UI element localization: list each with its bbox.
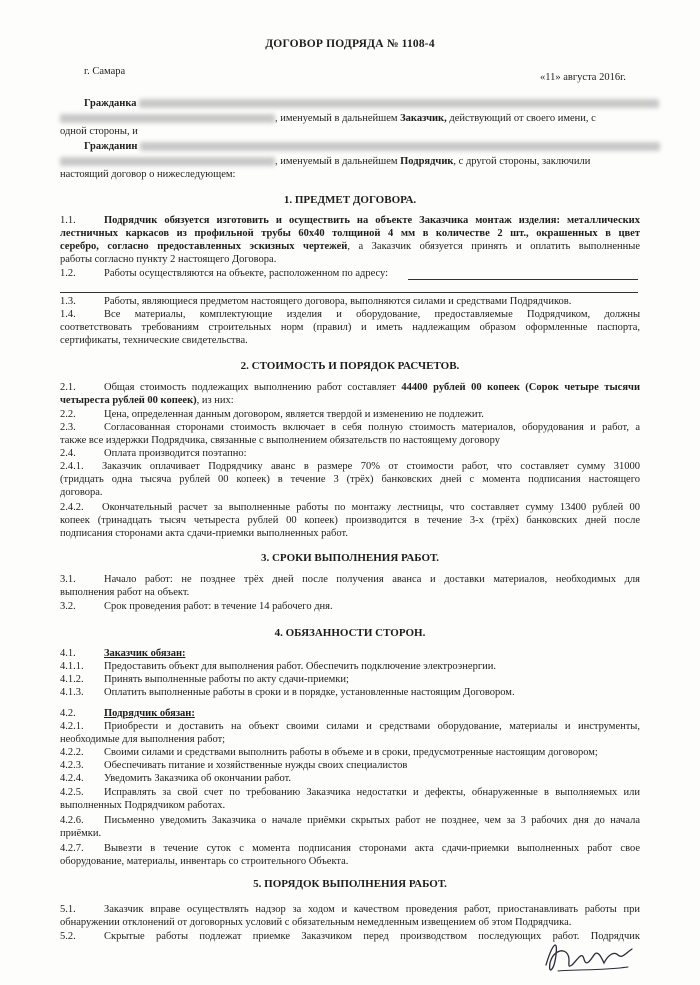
clause-5-2-line-1: 5.2. Скрытые работы подлежат приемке Заказчиком перед производством последующих работ. Подрядчик	[60, 931, 640, 942]
clause-4-2-5-line-1: 4.2.5. Исправлять за свой счет по требованию Заказчика недостатки и дефекты, обнаруженные в выполняемых или	[60, 787, 640, 798]
clause-1-3: 1.3. Работы, являющиеся предметом настоящего договора, выполняются силами и средствами Подрядчиков.	[60, 296, 572, 307]
clause-5-1-line-2: обнаружении отклонений от договорных условий с обязательным немедленным извещением об этом Подрядчика.	[60, 917, 572, 928]
clause-1-4-line-2: соответствовать требованиям строительных норм (правил) и иметь надлежащим образом оформленные паспорта,	[60, 322, 640, 333]
address-blank-line-2	[60, 292, 638, 293]
redacted-name-2	[140, 142, 660, 151]
clause-1-1-line-1: 1.1. Подрядчик обязуется изготовить и осуществить на объекте Заказчика монтаж изделия: металлических	[60, 215, 640, 226]
clause-3-1-line-1: 3.1. Начало работ: не позднее трёх дней после получения аванса и доставки материалов, необходимых для	[60, 574, 640, 585]
clause-4-1-3: 4.1.3. Оплатить выполненные работы в сроки и в порядке, установленные настоящим Договором.	[60, 687, 515, 698]
section-5-heading: 5. ПОРЯДОК ВЫПОЛНЕНИЯ РАБОТ.	[253, 878, 447, 890]
clause-5-1-line-1: 5.1. Заказчик вправе осуществлять надзор за ходом и качеством проведения работ, приостанавливать работы при	[60, 904, 640, 915]
clause-2-4: 2.4. Оплата производится поэтапно:	[60, 448, 247, 459]
party-1-line-1	[84, 98, 659, 110]
clause-4-2-3: 4.2.3. Обеспечивать питание и хозяйственные нужды своих специалистов	[60, 760, 408, 771]
city: г. Самара	[84, 66, 126, 77]
clause-4-2-2: 4.2.2. Своими силами и средствами выполнить работы в объеме и в сроки, предусмотренные настоящим договором;	[60, 747, 598, 758]
clause-1-4-line-1: 1.4. Все материалы, комплектующие изделия и оборудование, предоставляемые Подрядчиком, должны	[60, 309, 640, 320]
clause-1-1-line-2: лестничных каркасов из профильной трубы 60x40 толщиной 4 мм в количестве 2 шт., окрашенных в цвет	[60, 228, 640, 239]
clause-4-2-6-line-2: приёмки.	[60, 828, 102, 839]
clause-1-1-line-3: серебро, согласно предоставленных эскизных чертежей, а Заказчик обязуется принять и оплатить выполненные	[60, 241, 641, 252]
clause-2-4-2-line-3: подписания сторонами акта сдачи-приемки выполненных работ.	[60, 528, 348, 539]
clause-3-2: 3.2. Срок проведения работ: в течение 14 рабочего дня.	[60, 601, 333, 612]
clause-4-2-5-line-2: выполненных Подрядчиком работах.	[60, 800, 226, 811]
clause-2-4-1-line-2: (тридцать одна тысяча рублей 00 копеек) в течение 3 (трёх) банковских дней с момента подписания настоящего	[60, 474, 640, 485]
party-2-label: Гражданин	[84, 141, 138, 152]
clause-1-1-line-4: работы согласно пункту 2 настоящего Договора.	[60, 254, 277, 265]
clause-4-1-2: 4.1.2. Принять выполненные работы по акту сдачи-приемки;	[60, 674, 349, 685]
party-2-line-2: , именуемый в дальнейшем Подрядчик, с другой стороны, заключили	[60, 156, 590, 168]
clause-1-4-line-3: сертификаты, технические свидетельства.	[60, 335, 248, 346]
clause-4-2-7-line-1: 4.2.7. Вывезти в течение суток с момента подписания сторонами акта сдачи-приемки выполненных работ свое	[60, 843, 640, 854]
signature-mark	[538, 925, 638, 980]
party-2-line-1	[84, 141, 660, 153]
clause-4-1-1: 4.1.1. Предоставить объект для выполнения работ. Обеспечить подключение электроэнергии.	[60, 661, 497, 672]
redacted-name-1	[139, 99, 659, 108]
party-1-line-2: , именуемый в дальнейшем Заказчик, действующий от своего имени, с	[60, 113, 596, 125]
address-blank-line	[408, 279, 638, 280]
clause-4-2-heading: 4.2. Подрядчик обязан:	[60, 708, 195, 719]
party-1-label: Гражданка	[84, 98, 137, 109]
clause-2-3-line-2: также все издержки Подрядчика, связанные с выполнением обязательств по настоящему договору	[60, 435, 500, 446]
clause-4-2-1-line-1: 4.2.1. Приобрести и доставить на объект своими силами и средствами оборудование, материалы и инструменты,	[60, 721, 640, 732]
clause-2-4-1-line-1: 2.4.1. Заказчик оплачивает Подрядчику аванс в размере 70% от стоимости работ, что составляет сумму 31000	[60, 461, 640, 472]
clause-4-2-4: 4.2.4. Уведомить Заказчика об окончании работ.	[60, 773, 292, 784]
section-4-heading: 4. ОБЯЗАННОСТИ СТОРОН.	[274, 627, 426, 639]
section-1-heading: 1. ПРЕДМЕТ ДОГОВОРА.	[283, 194, 417, 206]
party-2-line-3: настоящий договор о нижеследующем:	[60, 169, 236, 180]
redacted-address-2	[60, 157, 275, 166]
clause-4-2-1-line-2: необходимые для выполнения работ;	[60, 734, 226, 745]
clause-2-3-line-1: 2.3. Согласованная сторонами стоимость включает в себя полную стоимость материалов, оборудования и работ, а	[60, 422, 640, 433]
clause-2-4-2-line-1: 2.4.2. Окончательный расчет за выполненные работы по монтажу лестницы, что составляет сумму 13400 рублей 00	[60, 502, 640, 513]
contract-date: «11» августа 2016г.	[540, 72, 626, 83]
redacted-address-1	[60, 114, 275, 123]
clause-2-1-line-1: 2.1. Общая стоимость подлежащих выполнению работ составляет 44400 рублей 00 копеек (Сорок четыре тысячи	[60, 382, 640, 393]
section-3-heading: 3. СРОКИ ВЫПОЛНЕНИЯ РАБОТ.	[260, 552, 440, 564]
section-2-heading: 2. СТОИМОСТЬ И ПОРЯДОК РАСЧЕТОВ.	[240, 360, 460, 372]
document-title: ДОГОВОР ПОДРЯДА № 1108-4	[265, 38, 435, 50]
clause-1-2: 1.2. Работы осуществляются на объекте, расположенном по адресу:	[60, 268, 389, 279]
clause-3-1-line-2: выполнения работ на объект.	[60, 587, 190, 598]
clause-4-2-6-line-1: 4.2.6. Письменно уведомить Заказчика о начале приёмки скрытых работ не позднее, чем за 3 рабочих дня до начала	[60, 815, 640, 826]
clause-2-1-line-2: четыреста рублей 00 копеек), из них:	[60, 395, 234, 406]
clause-2-4-1-line-3: договора.	[60, 487, 103, 498]
clause-2-4-2-line-2: копеек (тринадцать тысяч четыреста рублей 00 копеек) производится в течение 3-х (трёх) банковских дней после	[60, 515, 640, 526]
clause-4-2-7-line-2: оборудование, материалы, инвентарь со строительного Объекта.	[60, 856, 349, 867]
party-1-line-3: одной стороны, и	[60, 126, 138, 137]
clause-2-2: 2.2. Цена, определенная данным договором, является твердой и изменению не подлежит.	[60, 409, 484, 420]
clause-4-1-heading: 4.1. Заказчик обязан:	[60, 648, 186, 659]
